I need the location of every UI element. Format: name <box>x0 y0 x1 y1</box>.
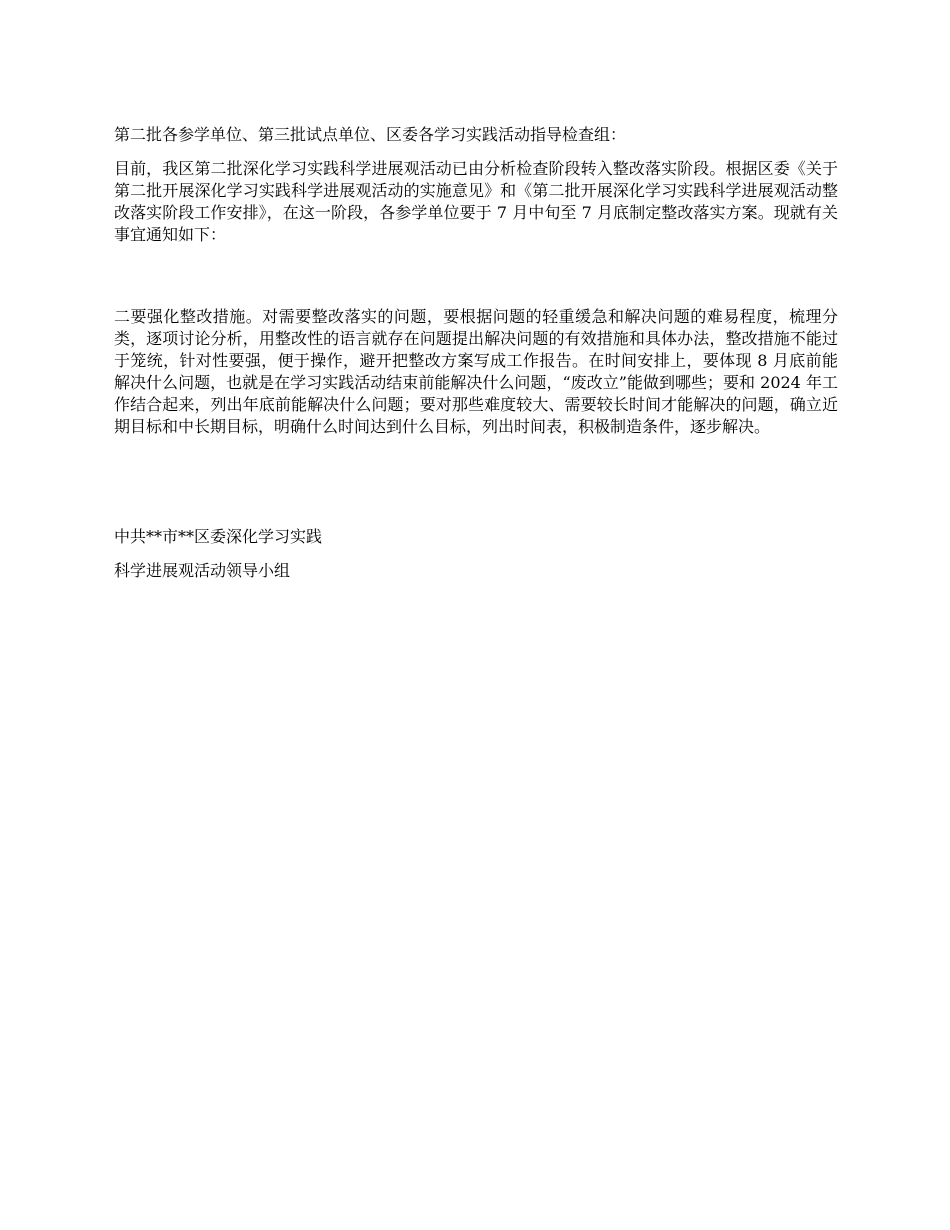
document-page <box>114 124 838 582</box>
point-two-paragraph: 二要强化整改措施。对需要整改落实的问题，要根据问题的轻重缓急和解决问题的难易程度，梳理分类，逐项讨论分析，用整改性的语言就存在问题提出解决问题的有效措施和具体办法，整改措施不能过于笼统，针对性要强，便于操作，避开把整改方案写成工作报告。在时间安排上，要体现 8 月底前能解决什么问题，也就是在学习实践活动结束前能解决什么问题，“废改立”能做到哪些；要和 2024 年工作结合起来，列出年底前能解决什么问题；要对那些难度较大、需要较长时间才能解决的问题，确立近期目标和中长期目标，明确什么时间达到什么目标，列出时间表，积极制造条件，逐步解决。 <box>114 307 838 436</box>
intro-paragraph: 目前，我区第二批深化学习实践科学进展观活动已由分析检查阶段转入整改落实阶段。根据区委《关于第二批开展深化学习实践科学进展观活动的实施意见》和《第二批开展深化学习实践科学进展观活动整改落实阶段工作安排》，在这一阶段，各参学单位要于 7 月中旬至 7 月底制定整改落实方案。现就有关事宜通知如下： <box>114 159 838 244</box>
spacer <box>114 438 838 526</box>
salutation: 第二批各参学单位、第三批试点单位、区委各学习实践活动指导检查组： <box>114 125 627 144</box>
signature-line-2: 科学进展观活动领导小组 <box>114 561 291 580</box>
signature-line-1: 中共**市**区委深化学习实践 <box>114 527 323 546</box>
spacer <box>114 246 838 306</box>
